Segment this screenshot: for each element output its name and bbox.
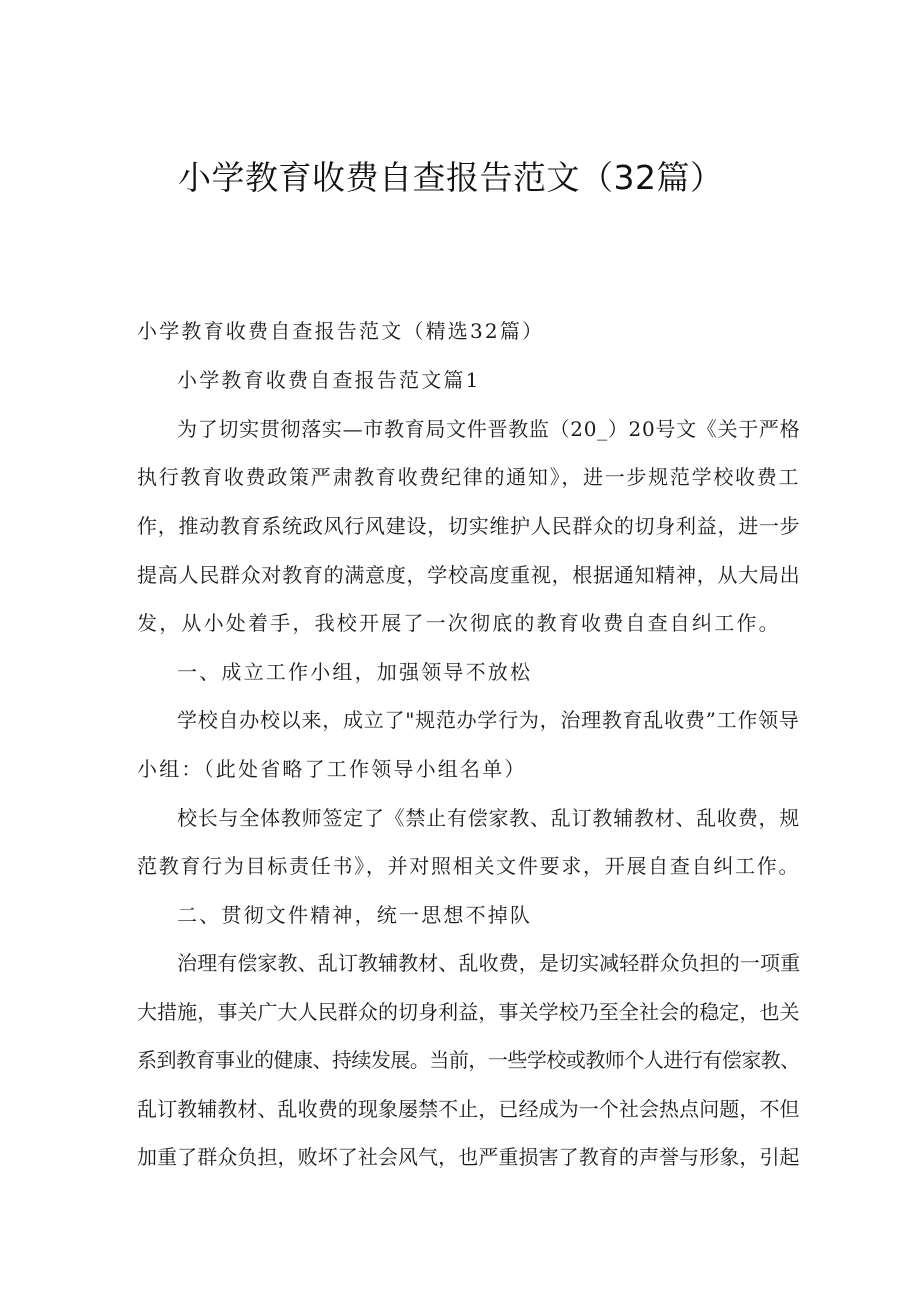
paragraph-line: 加重了群众负担，败坏了社会风气，也严重损害了教育的声誉与形象，引起 xyxy=(137,1145,800,1169)
section-subheading: 一、成立工作小组，加强领导不放松 xyxy=(177,660,533,684)
paragraph-line: 大措施，事关广大人民群众的切身利益，事关学校乃至全社会的稳定，也关 xyxy=(137,1000,800,1024)
document-subtitle: 小学教育收费自查报告范文（精选32篇） xyxy=(137,319,545,343)
paragraph-line: 范教育行为目标责任书》，并对照相关文件要求，开展自查自纠工作。 xyxy=(137,854,801,878)
paragraph-line: 小组：（此处省略了工作领导小组名单） xyxy=(137,757,527,781)
paragraph-line: 为了切实贯彻落实—市教育局文件晋教监（20_）20号文《关于严格 xyxy=(177,417,801,441)
section-heading: 小学教育收费自查报告范文篇1 xyxy=(177,368,481,392)
paragraph-line: 发，从小处着手，我校开展了一次彻底的教育收费自查自纠工作。 xyxy=(137,611,781,635)
paragraph-line: 乱订教辅教材、乱收费的现象屡禁不止，已经成为一个社会热点问题，不但 xyxy=(137,1097,800,1121)
document-title: 小学教育收费自查报告范文（32篇） xyxy=(178,158,724,197)
paragraph-line: 学校自办校以来，成立了"规范办学行为，治理教育乱收费”工作领导 xyxy=(177,708,800,732)
paragraph-line: 系到教育事业的健康、持续发展。当前，一些学校或教师个人进行有偿家教、 xyxy=(137,1048,800,1072)
paragraph-line: 治理有偿家教、乱订教辅教材、乱收费，是切实减轻群众负担的一项重 xyxy=(177,951,801,975)
paragraph-line: 提高人民群众对教育的满意度，学校高度重视，根据通知精神，从大局出 xyxy=(137,563,801,587)
paragraph-line: 校长与全体教师签定了《禁止有偿家教、乱订教辅教材、乱收费，规 xyxy=(177,806,800,830)
section-subheading: 二、贯彻文件精神，统一思想不掉队 xyxy=(177,903,533,927)
paragraph-line: 作，推动教育系统政风行风建设，切实维护人民群众的切身利益，进一步 xyxy=(137,514,801,538)
paragraph-line: 执行教育收费政策严肃教育收费纪律的通知》，进一步规范学校收费工 xyxy=(137,465,801,489)
